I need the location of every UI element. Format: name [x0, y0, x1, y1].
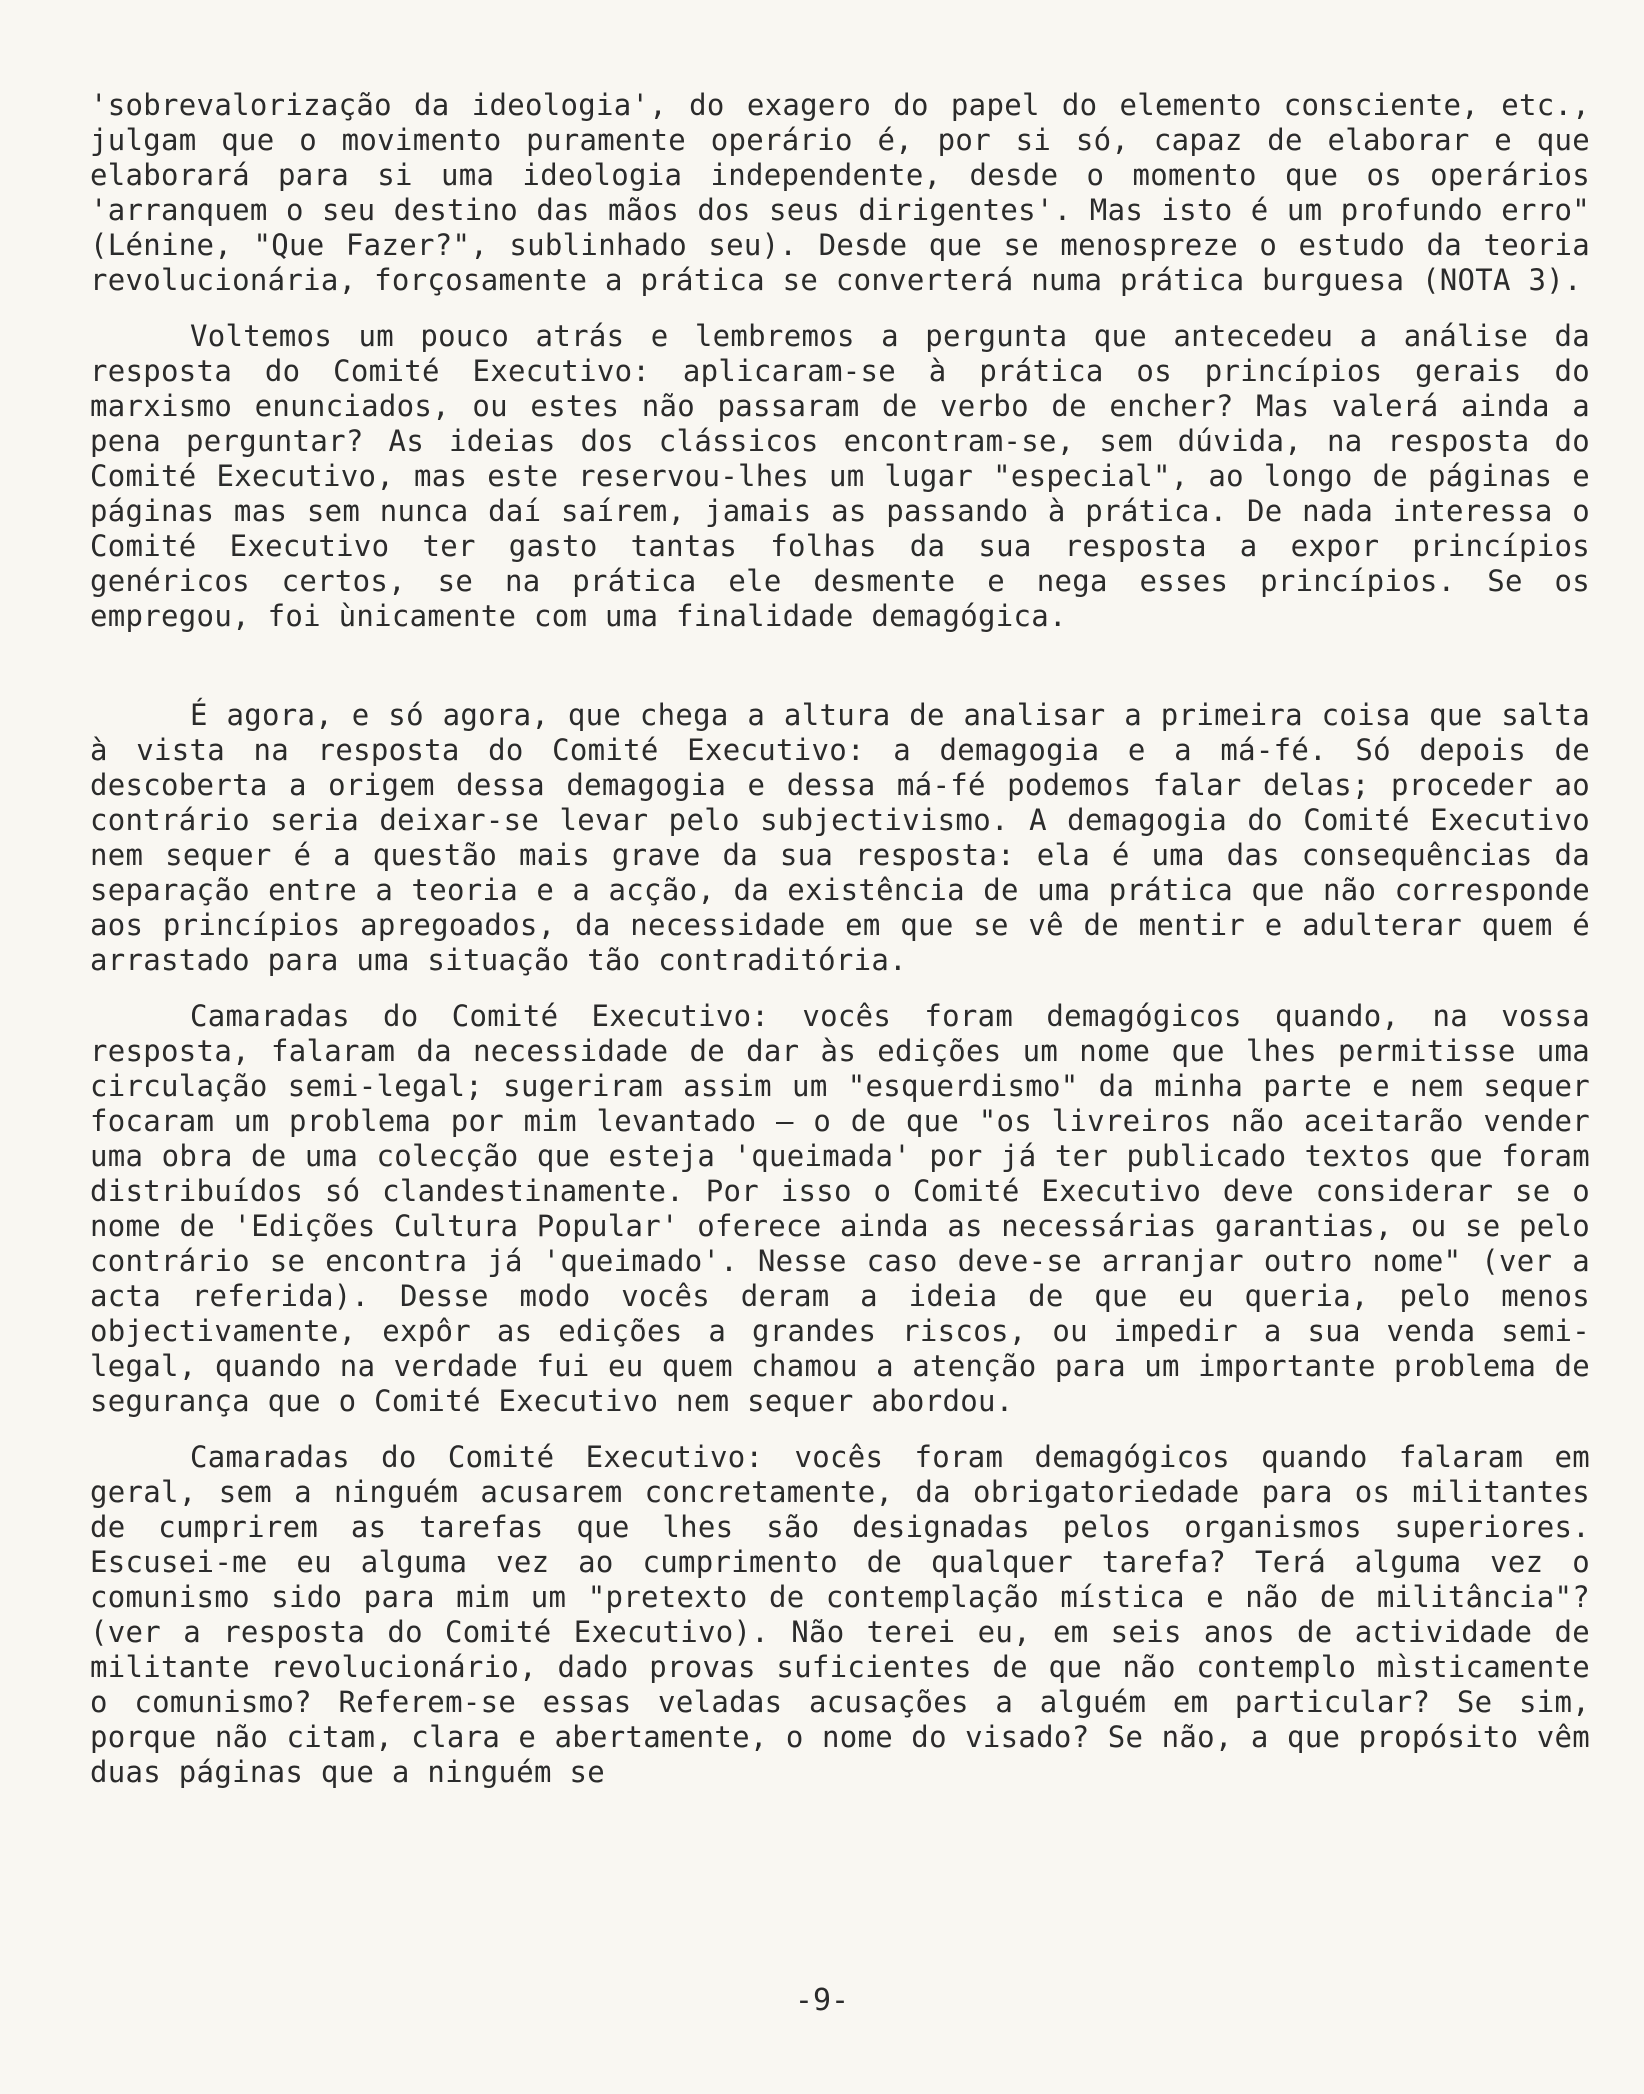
- paragraph-3: É agora, e só agora, que chega a altura de analisar a primeira coisa que salta à vista na resposta do Comité Executivo: a demagogia e a má-fé. Só depois de descoberta a origem dessa demagogia e dessa má-fé podemos falar delas; proceder ao contrário seria deixar-se levar pelo subjectivismo. A demagogia do Comité Executivo nem sequer é a questão mais grave da sua resposta: ela é uma das consequências da separação entre a teoria e a acção, da existência de uma prática que não corresponde aos princípios apregoados, da necessidade em que se vê de mentir e adulterar quem é arrastado para uma situação tão contraditória.: [90, 698, 1590, 977]
- paragraph-2: Voltemos um pouco atrás e lembremos a pergunta que antecedeu a análise da resposta do Comité Executivo: aplicaram-se à prática os princípios gerais do marxismo enunciados, ou estes não passaram de verbo de encher? Mas valerá ainda a pena perguntar? As ideias dos clássicos encontram-se, sem dúvida, na resposta do Comité Executivo, mas este reservou-lhes um lugar "especial", ao longo de páginas e páginas mas sem nunca daí saírem, jamais as passando à prática. De nada interessa o Comité Executivo ter gasto tantas folhas da sua resposta a expor princípios genéricos certos, se na prática ele desmente e nega esses princípios. Se os empregou, foi ùnicamente com uma finalidade demagógica.: [90, 319, 1590, 633]
- paragraph-5: Camaradas do Comité Executivo: vocês foram demagógicos quando falaram em geral, sem a ninguém acusarem concretamente, da obrigatoriedade para os militantes de cumprirem as tarefas que lhes são designadas pelos organismos superiores. Escusei-me eu alguma vez ao cumprimento de qualquer tarefa? Terá alguma vez o comunismo sido para mim um "pretexto de contemplação mística e não de militância"? (ver a resposta do Comité Executivo). Não terei eu, em seis anos de actividade de militante revolucionário, dado provas suficientes de que não contemplo mìsticamente o comunismo? Referem-se essas veladas acusações a alguém em particular? Se sim, porque não citam, clara e abertamente, o nome do visado? Se não, a que propósito vêm duas páginas que a ninguém se: [90, 1440, 1590, 1789]
- page-number: -9-: [794, 1983, 850, 2018]
- body-text: [90, 88, 1590, 1811]
- paragraph-1: 'sobrevalorização da ideologia', do exagero do papel do elemento consciente, etc., julgam que o movimento puramente operário é, por si só, capaz de elaborar e que elaborará para si uma ideologia independente, desde o momento que os operários 'arranquem o seu destino das mãos dos seus dirigentes'. Mas isto é um profundo erro" (Lénine, "Que Fazer?", sublinhado seu). Desde que se menospreze o estudo da teoria revolucionária, forçosamente a prática se converterá numa prática burguesa (NOTA 3).: [90, 88, 1590, 297]
- paragraph-4: Camaradas do Comité Executivo: vocês foram demagógicos quando, na vossa resposta, falaram da necessidade de dar às edições um nome que lhes permitisse uma circulação semi-legal; sugeriram assim um "esquerdismo" da minha parte e nem sequer focaram um problema por mim levantado — o de que "os livreiros não aceitarão vender uma obra de uma colecção que esteja 'queimada' por já ter publicado textos que foram distribuídos só clandestinamente. Por isso o Comité Executivo deve considerar se o nome de 'Edições Cultura Popular' oferece ainda as necessárias garantias, ou se pelo contrário se encontra já 'queimado'. Nesse caso deve-se arranjar outro nome" (ver a acta referida). Desse modo vocês deram a ideia de que eu queria, pelo menos objectivamente, expôr as edições a grandes riscos, ou impedir a sua venda semi-legal, quando na verdade fui eu quem chamou a atenção para um importante problema de segurança que o Comité Executivo nem sequer abordou.: [90, 999, 1590, 1418]
